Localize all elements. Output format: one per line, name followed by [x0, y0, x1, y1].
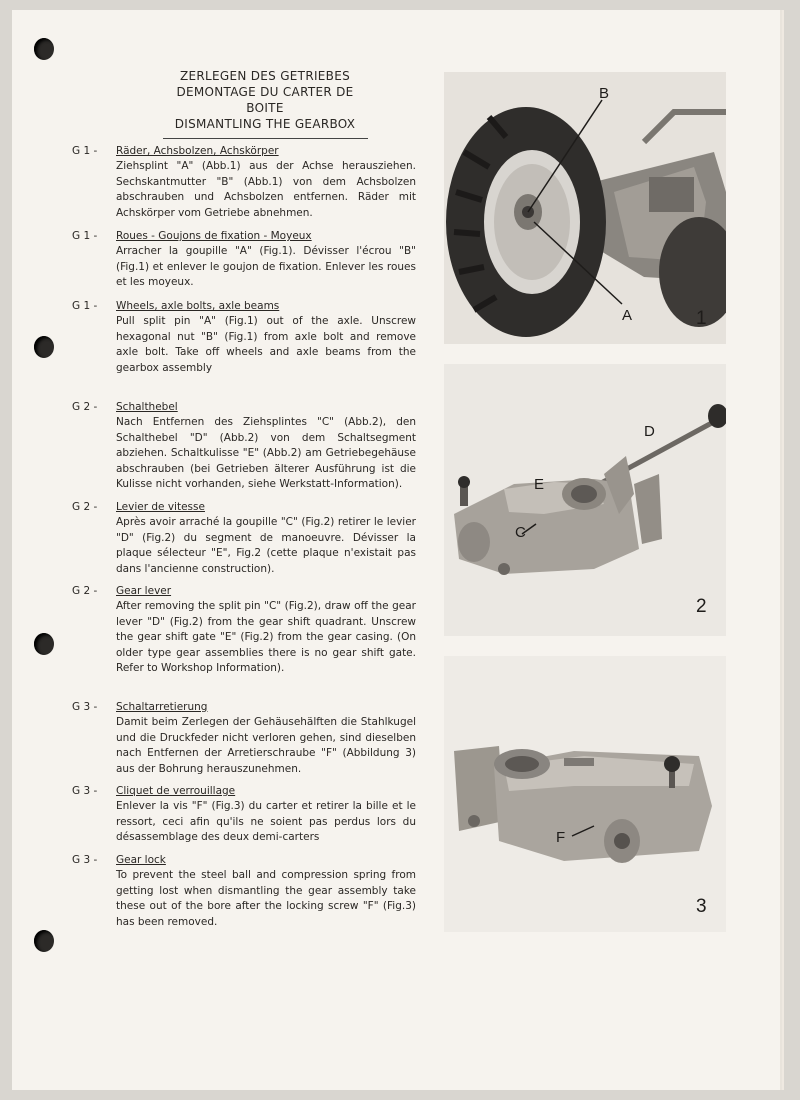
section-title: Schalthebel	[116, 401, 178, 413]
section-body: To prevent the steel ball and compression spring from getting lost when dismantling the gear assembly take these out of the bore after the locking screw "F" (Fig.3) has been removed.	[116, 869, 416, 928]
callout-c: C	[515, 524, 526, 541]
callout-d: D	[644, 423, 655, 440]
section-title: Räder, Achsbolzen, Achskörper	[116, 145, 279, 157]
section-code: G 1 -	[72, 145, 98, 157]
gear-lock-illustration	[444, 656, 726, 932]
figure-number: 3	[696, 896, 707, 917]
callout-a: A	[622, 307, 633, 324]
section-title: Cliquet de verrouillage	[116, 785, 236, 797]
section-title: Levier de vitesse	[116, 501, 205, 513]
gear-lever-illustration	[444, 364, 726, 636]
section-body: Damit beim Zerlegen der Gehäusehälften die Stahlkugel und die Druckfeder nicht verloren gehen, sind dieselben nach Entfernen der Arretierschraube "F" (Abbildung 3) aus der Bohrung herauszunehmen.	[116, 716, 416, 775]
callout-f: F	[556, 829, 566, 846]
header-english: DISMANTLING THE GEARBOX	[174, 117, 356, 131]
page-edge	[780, 10, 783, 1090]
figure-3-photo	[444, 656, 726, 932]
section-body: Ziehsplint "A" (Abb.1) aus der Achse herausziehen. Sechskantmutter "B" (Abb.1) von dem Achsbolzen abschrauben und Achsbolzen entfernen. Räder mit Achskörper vom Getriebe abnehmen.	[116, 160, 416, 219]
section-code: G 2 -	[72, 401, 98, 413]
section-title: Wheels, axle bolts, axle beams	[116, 300, 280, 312]
page-header	[160, 68, 370, 139]
punch-hole	[34, 38, 54, 60]
section-body: After removing the split pin "C" (Fig.2), draw off the gear lever "D" (Fig.2) from the gear shift quadrant. Unscrew the gear shift gate "E" (Fig.2) from the gear casing. (On older type gear assemblies there is no gear shift gate. Refer to Workshop Information).	[116, 600, 416, 674]
section-code: G 2 -	[72, 501, 98, 513]
figure-2-photo	[444, 364, 726, 636]
header-rule	[163, 138, 368, 139]
section-code: G 2 -	[72, 585, 98, 597]
section-title: Gear lock	[116, 854, 166, 866]
section-body: Pull split pin "A" (Fig.1) out of the axle. Unscrew hexagonal nut "B" (Fig.1) from axle bolt and remove axle bolt. Take off wheels and axle beams from the gearbox assembly	[116, 315, 416, 374]
header-german: ZERLEGEN DES GETRIEBES	[179, 69, 351, 83]
section-code: G 1 -	[72, 230, 98, 242]
section-code: G 3 -	[72, 701, 98, 713]
section-code: G 3 -	[72, 854, 98, 866]
section-body: Après avoir arraché la goupille "C" (Fig.2) retirer le levier "D" (Fig.2) du segment de manoeuvre. Dévisser la plaque sélecteur "E", Fig.2 (cette plaque n'existait pas dans l'ancienne construction).	[116, 516, 416, 575]
punch-hole	[34, 930, 54, 952]
section-body: Arracher la goupille "A" (Fig.1). Dévisser l'écrou "B" (Fig.1) et enlever le goujon de fixation. Enlever les roues et les moyeux.	[116, 245, 416, 288]
callout-e: E	[534, 476, 545, 493]
punch-hole	[34, 336, 54, 358]
wheel-illustration	[444, 72, 726, 344]
callout-b: B	[599, 85, 610, 102]
figure-number: 2	[696, 596, 707, 617]
figure-number: 1	[696, 308, 707, 329]
section-title: Roues - Goujons de fixation - Moyeux	[116, 230, 312, 242]
section-code: G 3 -	[72, 785, 98, 797]
punch-hole	[34, 633, 54, 655]
section-body: Enlever la vis "F" (Fig.3) du carter et retirer la bille et le ressort, ceci afin qu'ils ne soient pas perdus lors du désassemblage des deux demi-carters	[116, 800, 416, 843]
section-title: Schaltarretierung	[116, 701, 208, 713]
section-body: Nach Entfernen des Ziehsplintes "C" (Abb.2), den Schalthebel "D" (Abb.2) von dem Schaltsegment abziehen. Schaltkulisse "E" (Abb.2) am Getriebegehäuse abschrauben (bei Getrieben älterer Ausführung ist die Kulisse nicht vorhanden, siehe Werkstatt-Information).	[116, 416, 416, 490]
figure-1-photo	[444, 72, 726, 344]
section-code: G 1 -	[72, 300, 98, 312]
header-french: DEMONTAGE DU CARTER DE BOITE	[176, 85, 354, 115]
section-title: Gear lever	[116, 585, 172, 597]
